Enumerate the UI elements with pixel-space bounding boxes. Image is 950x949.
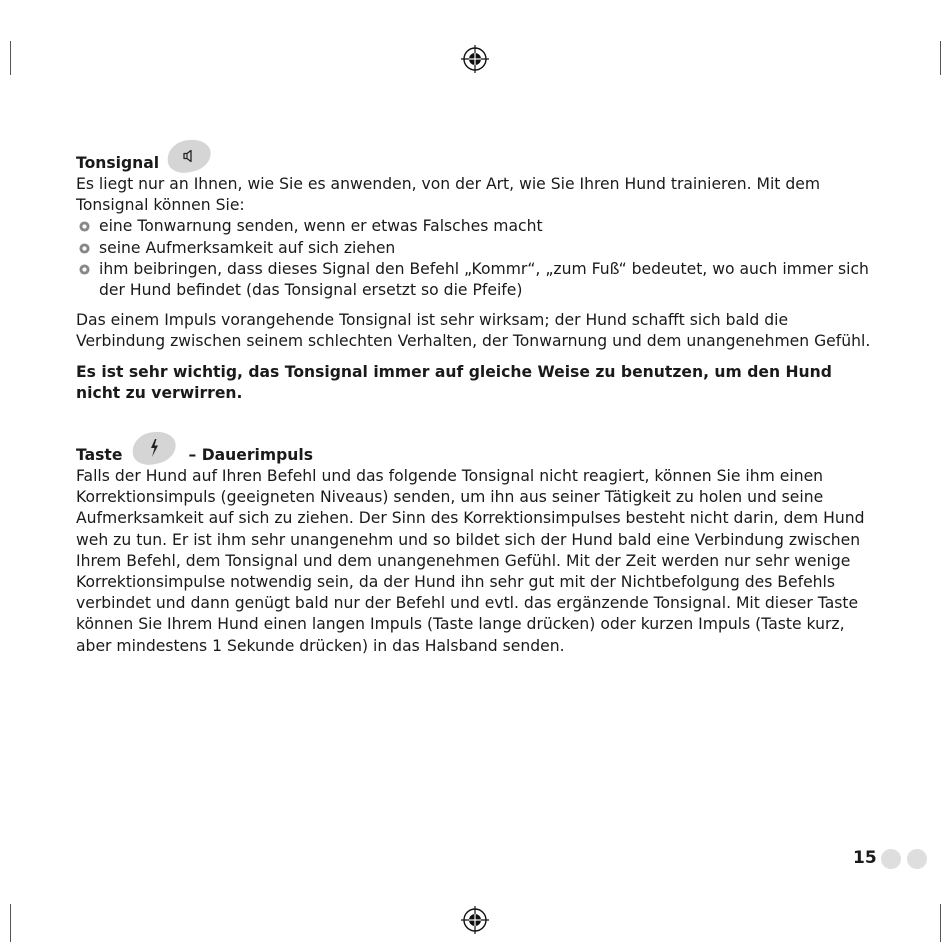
tonsignal-heading-text: Tonsignal: [76, 153, 160, 172]
speaker-icon: [164, 136, 214, 176]
lightning-icon: [130, 428, 180, 468]
list-item: [76, 259, 876, 301]
tonsignal-bold-note: Es ist sehr wichtig, das Tonsignal immer auf gleiche Weise zu benutzen, um den Hund nicht zu verwirren.: [76, 362, 832, 402]
list-item: [76, 238, 876, 259]
circle-bullet-icon: [79, 243, 90, 254]
tonsignal-paragraph: Das einem Impuls vorangehende Tonsignal ist sehr wirksam; der Hund schafft sich bald die Verbindung zwischen seinem schlechten Verhalten, der Tonwarnung und dem unangenehmen Gefühl.: [76, 311, 871, 351]
taste-heading-suffix: – Dauerimpuls: [188, 445, 314, 464]
tonsignal-intro: Es liegt nur an Ihnen, wie Sie es anwenden, von der Art, wie Sie Ihren Hund trainieren. Mit dem Tonsignal können Sie:: [76, 175, 821, 215]
taste-paragraph: Falls der Hund auf Ihren Befehl und das folgende Tonsignal nicht reagiert, können Sie ihm einen Korrektionsimpuls (geeigneten Niveaus) senden, um ihn aus seiner Tätigkeit zu holen und seine Aufmerksamkeit auf sich zu ziehen. Der Sinn des Korrektionsimpulses besteht nicht darin, dem Hund weh zu tun. Er ist ihm sehr unangenehm und so bildet sich der Hund bald eine Verbindung zwischen Ihrem Befehl, dem Tonsignal und dem unangenehmen Gefühl. Mit der Zeit werden nur sehr wenige Korrektionsimpulse notwendig sein, da der Hund ihn sehr gut mit der Nichtbefolgung des Befehls verbindet und dann genügt bald nur der Befehl und evtl. das ergänzende Tonsignal. Mit dieser Taste können Sie Ihrem Hund einen langen Impuls (Taste lange drücken) oder kurzen Impuls (Taste kurz, aber mindestens 1 Sekunde drücken) in das Halsband senden.: [76, 467, 865, 655]
circle-bullet-icon: [79, 264, 90, 275]
crop-mark-top-right: [940, 41, 941, 75]
tonsignal-heading: [76, 138, 876, 174]
registration-mark-top-icon: [460, 44, 490, 74]
decorative-dot: [881, 849, 901, 869]
bullet-text: seine Aufmerksamkeit auf sich ziehen: [99, 238, 396, 257]
page-number: 15: [853, 848, 877, 868]
tonsignal-bullet-list: [76, 216, 876, 301]
circle-bullet-icon: [79, 221, 90, 232]
crop-mark-bottom-left: [10, 904, 11, 942]
list-item: [76, 216, 876, 237]
registration-mark-bottom-icon: [460, 905, 490, 935]
taste-heading: [76, 430, 876, 466]
bullet-text: ihm beibringen, dass dieses Signal den Befehl „Kommr“, „zum Fuß“ bedeutet, wo auch immer sich der Hund befindet (das Tonsignal ersetzt so die Pfeife): [99, 259, 869, 300]
crop-mark-top-left: [10, 41, 11, 75]
page-content: [76, 138, 876, 657]
taste-section: [76, 430, 876, 657]
taste-heading-prefix: Taste: [76, 445, 123, 464]
crop-mark-bottom-right: [940, 904, 941, 942]
bullet-text: eine Tonwarnung senden, wenn er etwas Falsches macht: [99, 217, 543, 236]
decorative-dot: [907, 849, 927, 869]
